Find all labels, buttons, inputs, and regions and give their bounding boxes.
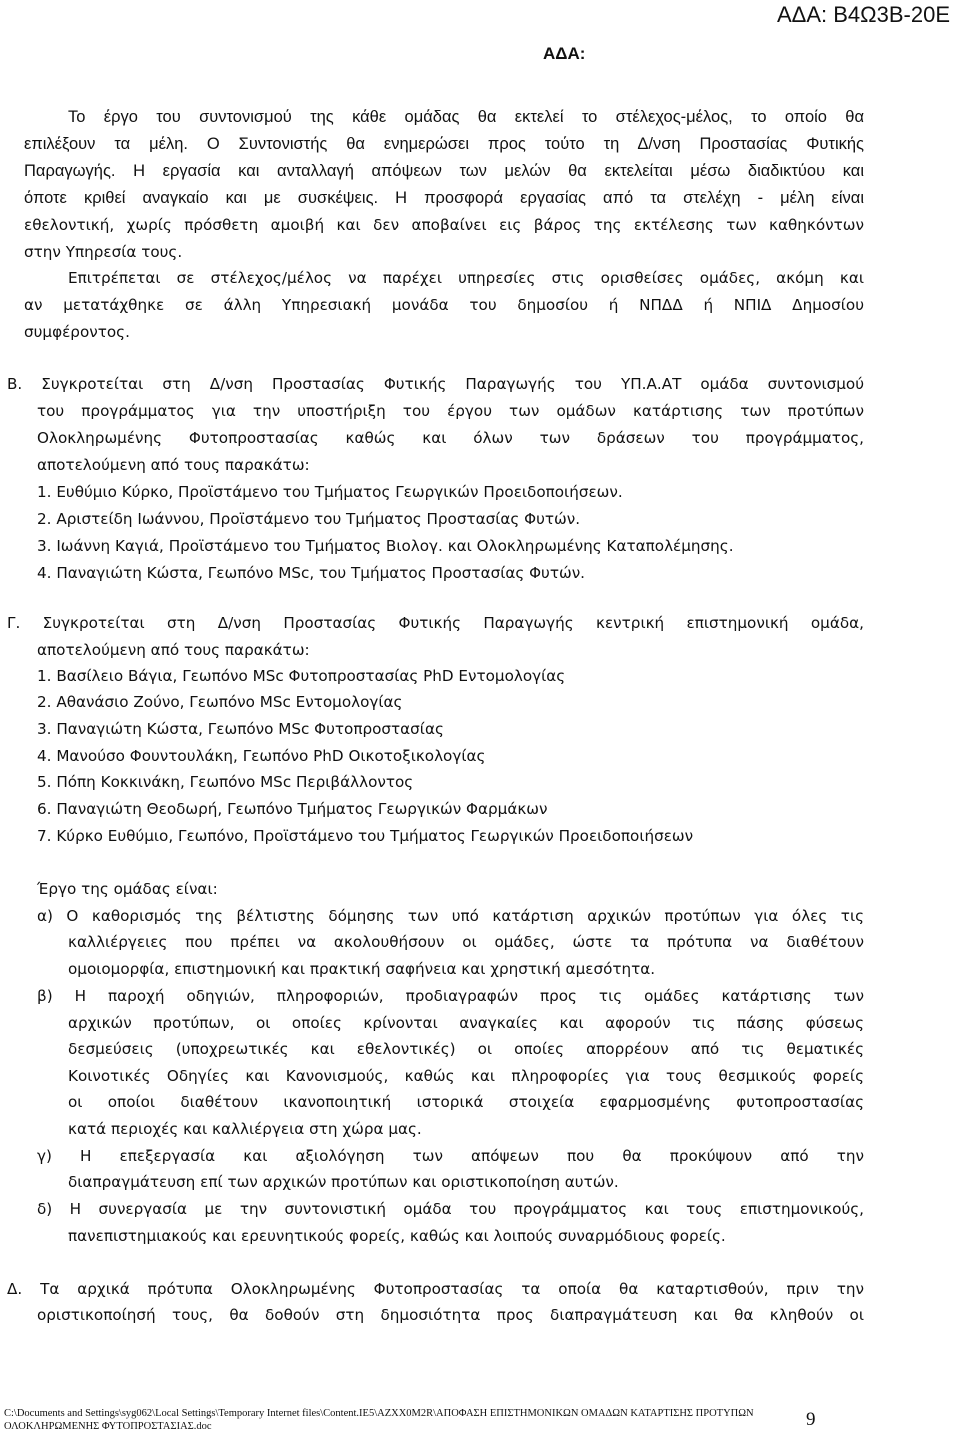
section-b-line-1: Β. Συγκροτείται στη Δ/νση Προστασίας Φυτικής Παραγωγής του ΥΠ.Α.ΑΤ ομάδα συντονισμού xyxy=(7,375,864,393)
section-b-member: 1. Ευθύμιο Κύρκο, Προϊστάμενο του Τμήματος Γεωργικών Προειδοποιήσεων. xyxy=(37,483,623,501)
intro-para2-line-2: αν μετατάχθηκε σε άλλη Υπηρεσιακή μονάδα του δημοσίου ή ΝΠΔΔ ή ΝΠΙΔ Δημοσίου xyxy=(24,296,864,314)
section-c-member: 2. Αθανάσιο Ζούνο, Γεωπόνο MSc Εντομολογίας xyxy=(37,693,403,711)
intro-line-3: Παραγωγής. Η εργασία και ανταλλαγή απόψεων των μελών θα εκτελείται μέσω διαδικτύου και xyxy=(24,162,864,180)
section-c-line-1: Γ. Συγκροτείται στη Δ/νση Προστασίας Φυτικής Παραγωγής κεντρική επιστημονική ομάδα, xyxy=(7,614,864,632)
task-d-line-1: δ) Η συνεργασία με την συντονιστική ομάδα του προγράμματος και τους επιστημονικούς, xyxy=(37,1200,864,1218)
section-b-member: 2. Αριστείδη Ιωάννου, Προϊστάμενο του Τμήματος Προστασίας Φυτών. xyxy=(37,510,581,528)
task-c-line-2: διαπραγμάτευση επί των αρχικών προτύπων και οριστικοποίηση αυτών. xyxy=(68,1173,619,1191)
section-c-member: 6. Παναγιώτη Θεοδωρή, Γεωπόνο Τμήματος Γεωργικών Φαρμάκων xyxy=(37,800,548,818)
section-d-line-2: οριστικοποίησή τους, θα δοθούν στη δημοσιότητα προς διαπραγμάτευση και θα κληθούν οι xyxy=(37,1306,864,1324)
tasks-heading: Έργο της ομάδας είναι: xyxy=(37,880,218,898)
ada-label: ΑΔΑ: xyxy=(543,44,586,63)
section-b-line-2: του προγράμματος για την υποστήριξη του έργου των ομάδων κατάρτισης των προτύπων xyxy=(37,402,864,420)
section-b-line-3: Ολοκληρωμένης Φυτοπροστασίας καθώς και όλων των δράσεων του προγράμματος, xyxy=(37,429,864,447)
task-b-line-2: αρχικών προτύπων, οι οποίες κρίνονται αναγκαίες και αφορούν τις πάσης φύσεως xyxy=(68,1014,864,1032)
ada-code-header: ΑΔΑ: Β4Ω3Β-20Ε xyxy=(776,2,950,27)
section-c-member: 7. Κύρκο Ευθύμιο, Γεωπόνο, Προϊστάμενο του Τμήματος Γεωργικών Προειδοποιήσεων xyxy=(37,827,694,845)
intro-line-2: επιλέξουν τα μέλη. Ο Συντονιστής θα ενημερώσει προς τούτο τη Δ/νση Προστασίας Φυτικής xyxy=(24,135,864,153)
section-c-member: 4. Μανούσο Φουντουλάκη, Γεωπόνο PhD Οικοτοξικολογίας xyxy=(37,747,486,765)
task-d-line-2: πανεπιστημιακούς και ερευνητικούς φορείς, καθώς και λοιπούς συναρμόδιους φορείς. xyxy=(68,1227,726,1245)
task-a-line-1: α) Ο καθορισμός της βέλτιστης δόμησης των υπό κατάρτιση αρχικών προτύπων για όλες τις xyxy=(37,907,864,925)
task-a-line-2: καλλιέργειες που πρέπει να ακολουθήσουν οι ομάδες, ώστε τα πρότυπα να διαθέτουν xyxy=(68,933,864,951)
task-c-line-1: γ) Η επεξεργασία και αξιολόγηση των απόψεων που θα προκύψουν από την xyxy=(37,1147,864,1165)
intro-line-1: Το έργο του συντονισμού της κάθε ομάδας θα εκτελεί το στέλεχος-μέλος, το οποίο θα xyxy=(68,108,864,126)
task-b-line-3: δεσμεύσεις (υποχρεωτικές και εθελοντικές) οι οποίες απορρέουν από τις θεματικές xyxy=(68,1040,864,1058)
intro-line-5: εθελοντική, χωρίς πρόσθετη αμοιβή και δεν αποβαίνει εις βάρος της εκτέλεσης των καθηκόντων xyxy=(24,216,864,234)
task-b-line-6: κατά περιοχές και καλλιέργεια στη χώρα μας. xyxy=(68,1120,422,1138)
section-c-member: 5. Πόπη Κοκκινάκη, Γεωπόνο MSc Περιβάλλοντος xyxy=(37,773,414,791)
section-b-member: 4. Παναγιώτη Κώστα, Γεωπόνο MSc, του Τμήματος Προστασίας Φυτών. xyxy=(37,564,586,582)
task-b-line-1: β) Η παροχή οδηγιών, πληροφοριών, προδιαγραφών προς τις ομάδες κατάρτισης των xyxy=(37,987,864,1005)
task-a-line-3: ομοιομορφία, επιστημονική και πρακτική σαφήνεια και χρηστική αμεσότητα. xyxy=(68,960,656,978)
task-b-line-4: Κοινοτικές Οδηγίες και Κανονισμούς, καθώς και πληροφορίες για τους θεσμικούς φορείς xyxy=(68,1067,864,1085)
footer-file-path: C:\Documents and Settings\syg062\Local Settings\Temporary Internet files\Content.IE5\AZXX0M2R\ΑΠΟΦΑΣΗ ΕΠΙΣΤΗΜΟΝΙΚΩΝ ΟΜΑΔΩΝ ΚΑΤΑΡΤΙΣΗΣ ΠΡΟΤΥΠΩΝ ΟΛΟΚΛΗΡΩΜΕΝΗΣ ΦΥΤΟΠΡΟΣΤΑΣΙΑΣ.doc xyxy=(4,1408,754,1432)
intro-para2-line-3: συμφέροντος. xyxy=(24,323,130,341)
intro-para2-line-1: Επιτρέπεται σε στέλεχος/μέλος να παρέχει υπηρεσίες στις ορισθείσες ομάδες, ακόμη και xyxy=(68,269,864,287)
section-c-member: 3. Παναγιώτη Κώστα, Γεωπόνο MSc Φυτοπροστασίας xyxy=(37,720,444,738)
page-number: 9 xyxy=(806,1409,816,1430)
intro-line-4: όποτε κριθεί αναγκαίο και με συσκέψεις. Η προσφορά εργασίας από τα στελέχη - μέλη είναι xyxy=(24,189,864,207)
section-b-line-4: αποτελούμενη από τους παρακάτω: xyxy=(37,456,310,474)
section-c-member: 1. Βασίλειο Βάγια, Γεωπόνο MSc Φυτοπροστασίας PhD Εντομολογίας xyxy=(37,667,566,685)
section-d-line-1: Δ. Τα αρχικά πρότυπα Ολοκληρωμένης Φυτοπροστασίας τα οποία θα καταρτισθούν, πριν την xyxy=(7,1280,864,1298)
intro-line-6: στην Υπηρεσία τους. xyxy=(24,243,183,261)
section-b-member: 3. Ιωάννη Καγιά, Προϊστάμενο του Τμήματος Βιολογ. και Ολοκληρωμένης Καταπολέμησης. xyxy=(37,537,734,555)
task-b-line-5: οι οποίοι διαθέτουν ικανοποιητική ιστορικά στοιχεία εφαρμοσμένης φυτοπροστασίας xyxy=(68,1093,864,1111)
section-c-line-2: αποτελούμενη από τους παρακάτω: xyxy=(37,641,310,659)
